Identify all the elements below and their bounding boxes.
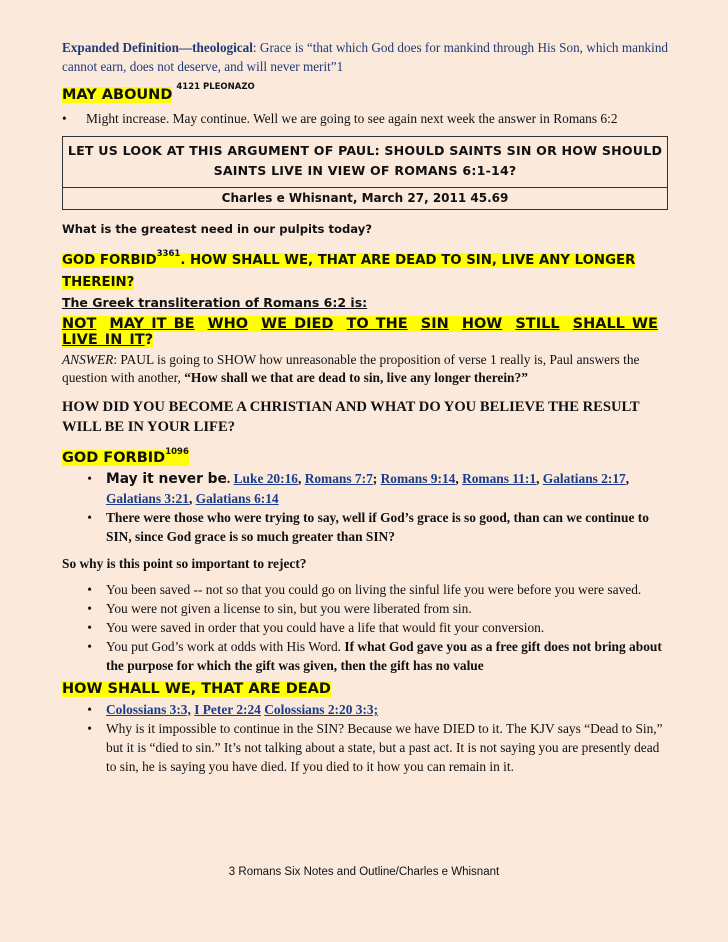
definition-text: : Grace is “that which God does for mankind through His Son, which mankind cannot earn, does not deserve, and will never merit”1 — [62, 40, 669, 74]
bullet-icon: • — [87, 639, 92, 654]
answer-label: ANSWER — [62, 352, 114, 367]
bullet-icon: • — [87, 702, 92, 717]
ref-link-colossians-2-20[interactable]: Colossians 2:20 3:3; — [264, 702, 379, 717]
god-forbid-list — [62, 469, 668, 546]
greek-word-we-died: WE DIED — [261, 316, 334, 332]
ref-link-romans-9-14[interactable]: Romans 9:14 — [380, 471, 456, 486]
list-item — [62, 618, 668, 637]
reject-list — [62, 580, 668, 675]
dead-list — [62, 700, 668, 776]
ref-link-galatians-6-14[interactable]: Galatians 6:14 — [195, 491, 279, 506]
increase-bullet — [62, 109, 668, 128]
may-abound-title: MAY ABOUND — [62, 87, 173, 103]
list-item — [62, 580, 668, 599]
bullet-icon: • — [87, 471, 92, 486]
argument-box-author: Charles e Whisnant, March 27, 2011 45.69 — [63, 188, 668, 210]
ref-link-luke-20-16[interactable]: Luke 20:16 — [233, 471, 298, 486]
reject-last-a: You put God’s work at odds with His Word. — [106, 639, 345, 654]
argument-box-title: LET US LOOK AT THIS ARGUMENT OF PAUL: SHOULD SAINTS SIN OR HOW SHOULD SAINTS LIVE IN VIEW OF ROMANS 6:1-14? — [63, 137, 668, 188]
greek-word-still: STILL — [515, 316, 560, 332]
bullet-icon: • — [62, 111, 67, 126]
greek-word-who: WHO — [207, 316, 249, 332]
how-shall-we-heading — [62, 681, 668, 697]
bullet-icon: • — [87, 620, 92, 635]
increase-bullet-text: Might increase. May continue. Well we are going to see again next week the answer in Romans 6:2 — [86, 111, 618, 126]
answer-quote: “How shall we that are dead to sin, live any longer therein?” — [184, 370, 528, 385]
bullet-icon: • — [87, 721, 92, 736]
reject-item-text: You were saved in order that you could have a life that would fit your conversion. — [106, 620, 545, 635]
list-item — [62, 508, 668, 546]
definition-label: Expanded Definition—theological — [62, 40, 253, 55]
greek-word-not: NOT — [62, 316, 97, 332]
how-did-heading: HOW DID YOU BECOME A CHRISTIAN AND WHAT DO YOU BELIEVE THE RESULT WILL BE IN YOUR LIFE? — [62, 399, 640, 435]
definition-paragraph — [62, 38, 668, 76]
greek-word-may-it-be: MAY IT BE — [109, 316, 195, 332]
those-trying-text: There were those who were trying to say, well if God’s grace is so good, than can we continue to SIN, since God grace is so much greater than SIN? — [106, 510, 649, 544]
how-shall-we-text: HOW SHALL WE, THAT ARE DEAD — [62, 681, 331, 697]
reject-item-text: You were not given a license to sin, but you were liberated from sin. — [106, 601, 472, 616]
may-abound-heading — [62, 82, 668, 103]
greek-word-to-the: TO THE — [346, 316, 408, 332]
greek-question-mark: ? — [144, 332, 154, 348]
reject-item-text: You been saved -- not so that you could go on living the sinful life you were before you were saved. — [106, 582, 642, 597]
may-abound-ref: 4121 PLEONAZO — [176, 82, 255, 92]
greek-word-how: HOW — [461, 316, 503, 332]
may-never-be: May it never be — [106, 471, 227, 487]
list-item — [62, 599, 668, 618]
god-forbid-verse-a: GOD FORBID — [62, 253, 157, 268]
reject-last-b: If what God gave you as a free gift does not bring about the purpose for which the gift was given, then the gift has no value — [106, 639, 662, 673]
god-forbid-verse-b: . HOW SHALL WE, THAT ARE DEAD TO SIN, LIVE ANY LONGER THEREIN? — [62, 253, 636, 290]
list-item — [62, 700, 668, 719]
god-forbid-heading — [62, 447, 668, 466]
greatest-need-question: What is the greatest need in our pulpits today? — [62, 222, 373, 236]
greek-word-sin: SIN — [420, 316, 449, 332]
list-item — [62, 719, 668, 776]
ref-link-colossians-3-3[interactable]: Colossians 3:3, — [106, 702, 191, 717]
why-important-question: So why is this point so important to reject? — [62, 556, 307, 571]
greek-word-shall-we-live: SHALL WE LIVE IN IT — [62, 316, 658, 348]
god-forbid-verse — [62, 243, 668, 294]
answer-text: : PAUL is going to SHOW how unreasonable the proposition of verse 1 really is, Paul answers the question with another, — [62, 352, 640, 385]
ref-link-1-peter-2-24[interactable]: I Peter 2:24 — [194, 702, 261, 717]
list-item — [62, 637, 668, 675]
god-forbid-verse-ref: 3361 — [156, 249, 181, 259]
document-page — [62, 38, 668, 776]
ref-link-galatians-3-21[interactable]: Galatians 3:21 — [106, 491, 189, 506]
god-forbid-heading-ref: 1096 — [165, 447, 189, 457]
ref-link-galatians-2-17[interactable]: Galatians 2:17 — [542, 471, 626, 486]
greek-transliteration — [62, 316, 668, 348]
greek-title: The Greek transliteration of Romans 6:2 is: — [62, 295, 368, 310]
ref-link-romans-7-7[interactable]: Romans 7:7 — [304, 471, 373, 486]
answer-paragraph — [62, 351, 668, 387]
argument-box — [62, 136, 668, 210]
bullet-icon: • — [87, 582, 92, 597]
page-footer: 3 Romans Six Notes and Outline/Charles e Whisnant — [228, 866, 500, 878]
bullet-icon: • — [87, 601, 92, 616]
list-item: • May it never be. Luke 20:16, Romans 7:7; Romans 9:14, Romans 11:1, Galatians 2:17, Galatians 3:21, Galatians 6:14 — [62, 469, 668, 508]
ref-link-romans-11-1[interactable]: Romans 11:1 — [462, 471, 537, 486]
god-forbid-heading-text: GOD FORBID — [62, 450, 166, 466]
bullet-icon: • — [87, 510, 92, 525]
impossible-text: Why is it impossible to continue in the SIN? Because we have DIED to it. The KJV says “Dead to Sin,” but it is “died to sin.” It’s not talking about a state, but a past act. It is not saying you are presently dead to sin, he is saying you have died. If you died to it how you can remain in it. — [106, 721, 663, 774]
